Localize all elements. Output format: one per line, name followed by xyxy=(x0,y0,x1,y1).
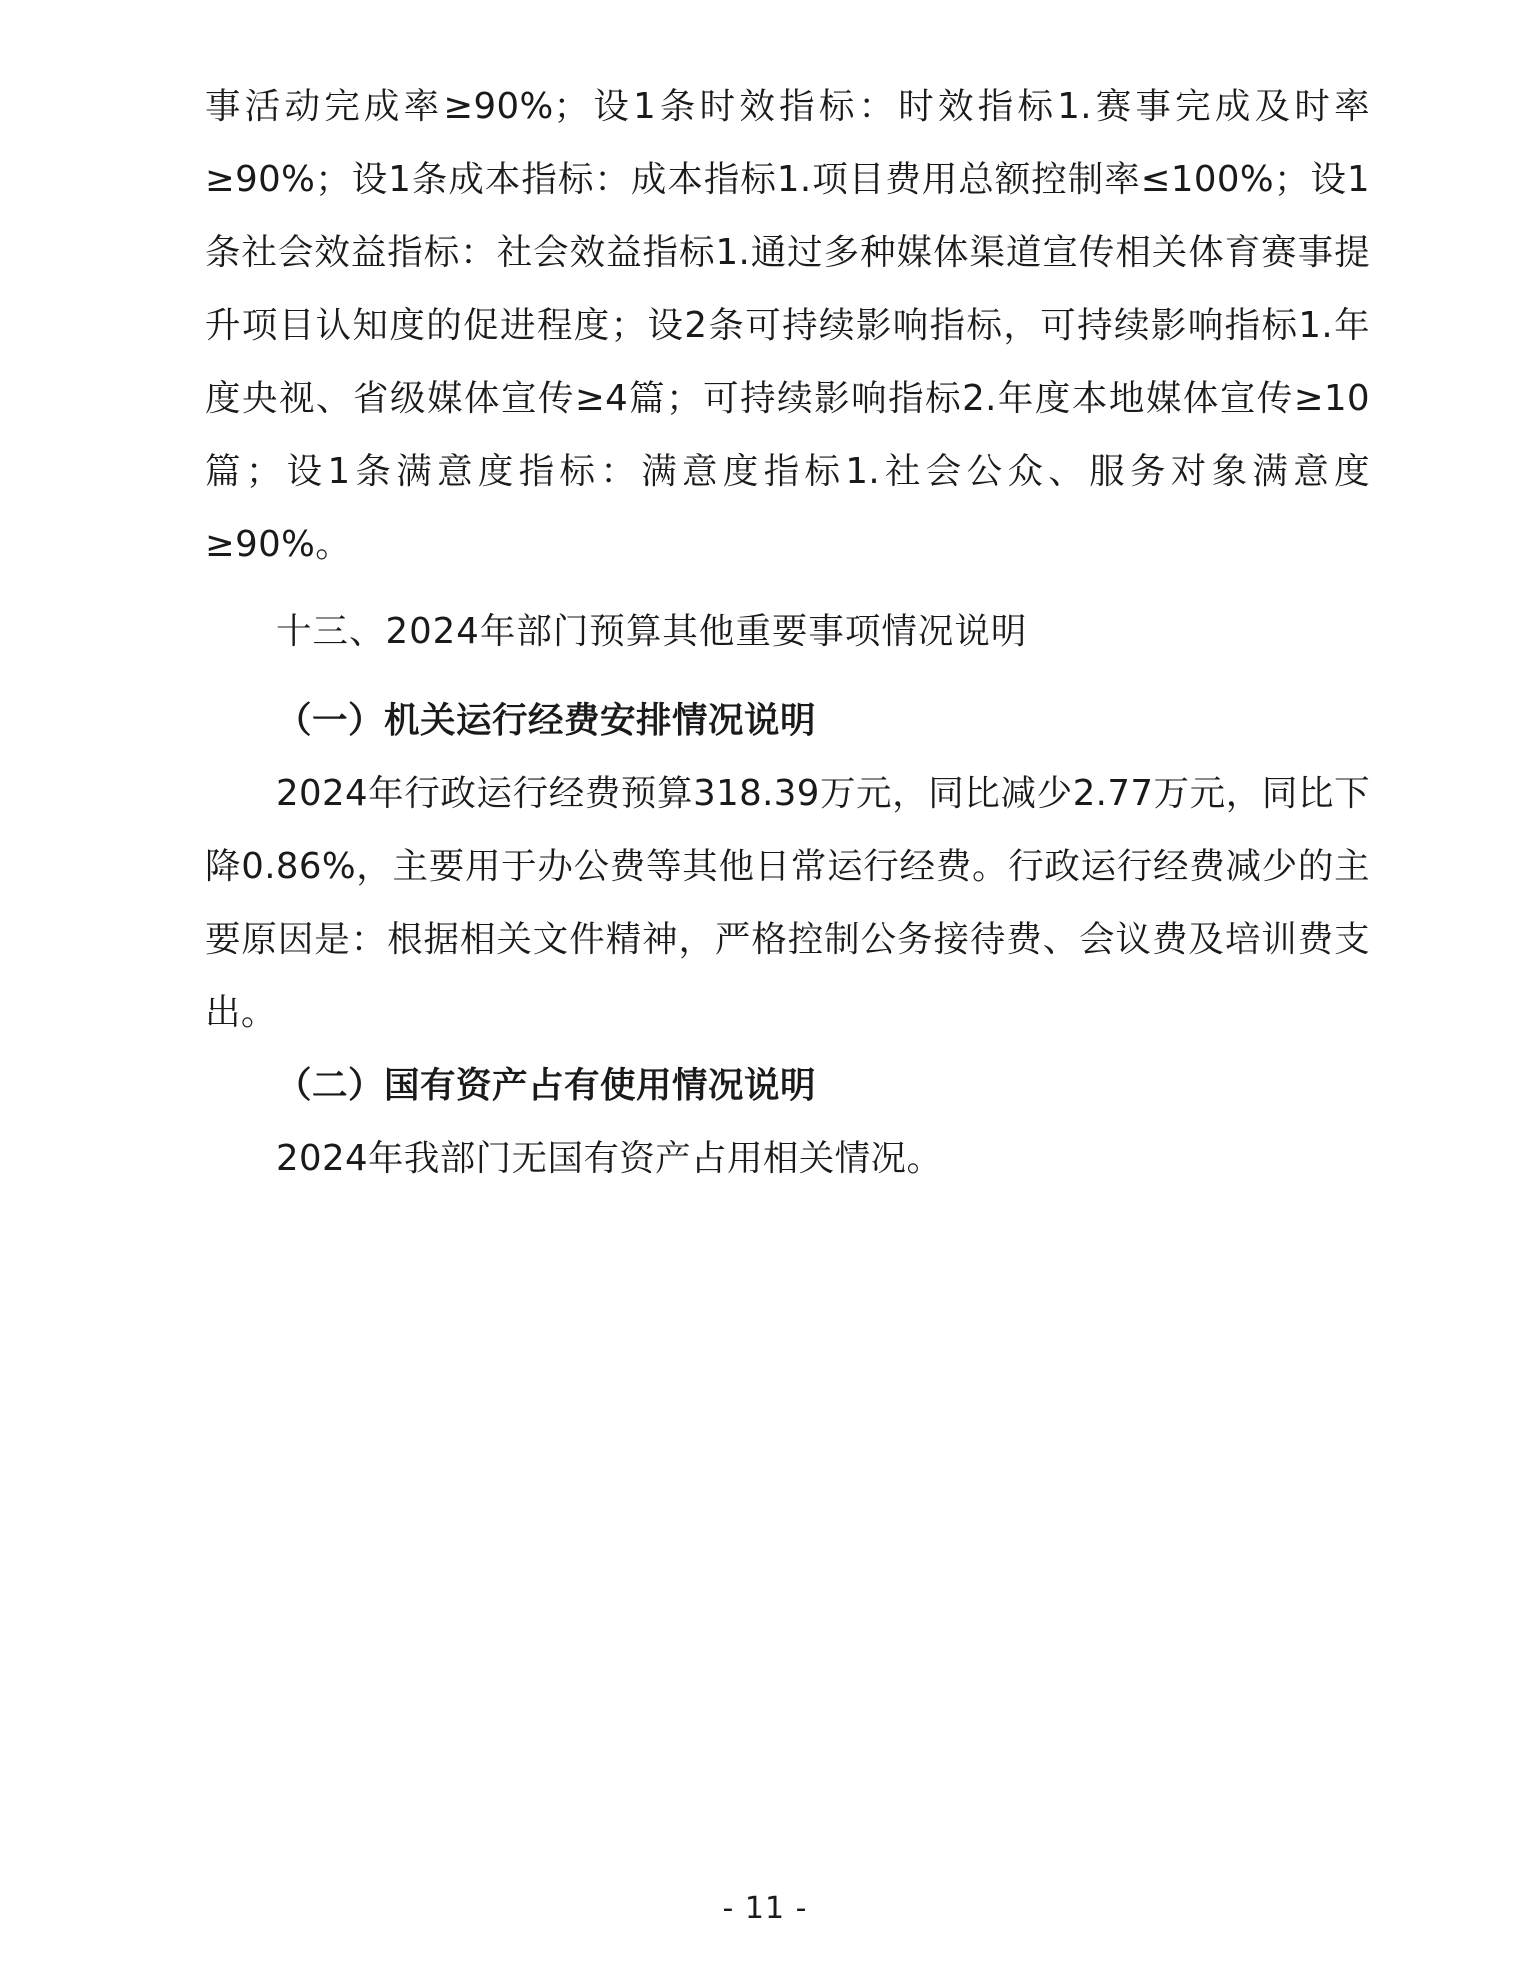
subsection-body-two: 2024年我部门无国有资产占用相关情况。 xyxy=(276,1138,943,1179)
spacer xyxy=(205,581,1370,595)
subsection-heading-one: （一）机关运行经费安排情况说明 xyxy=(276,700,817,741)
page-number: - 11 - xyxy=(722,1891,808,1926)
paragraph-performance-indicators: 事活动完成率≥90%；设1条时效指标：时效指标1.赛事完成及时率≥90%；设1条成本指标：成本指标1.项目费用总额控制率≤100%；设1条社会效益指标：社会效益指标1.通过多种媒体渠道宣传相关体育赛事提升项目认知度的促进程度；设2条可持续影响指标，可持续影响指标1.年度央视、省级媒体宣传≥4篇；可持续影响指标2.年度本地媒体宣传≥10篇；设1条满意度指标：满意度指标1.社会公众、服务对象满意度≥90%。 xyxy=(205,86,1370,565)
spacer xyxy=(205,668,1370,684)
subsection-body-one: 2024年行政运行经费预算318.39万元，同比减少2.77万元，同比下降0.86%，主要用于办公费等其他日常运行经费。行政运行经费减少的主要原因是：根据相关文件精神，严格控制公务接待费、会议费及培训费支出。 xyxy=(205,773,1370,1033)
section-heading-thirteen: 十三、2024年部门预算其他重要事项情况说明 xyxy=(276,611,1028,652)
subsection-heading-two: （二）国有资产占有使用情况说明 xyxy=(276,1065,817,1106)
